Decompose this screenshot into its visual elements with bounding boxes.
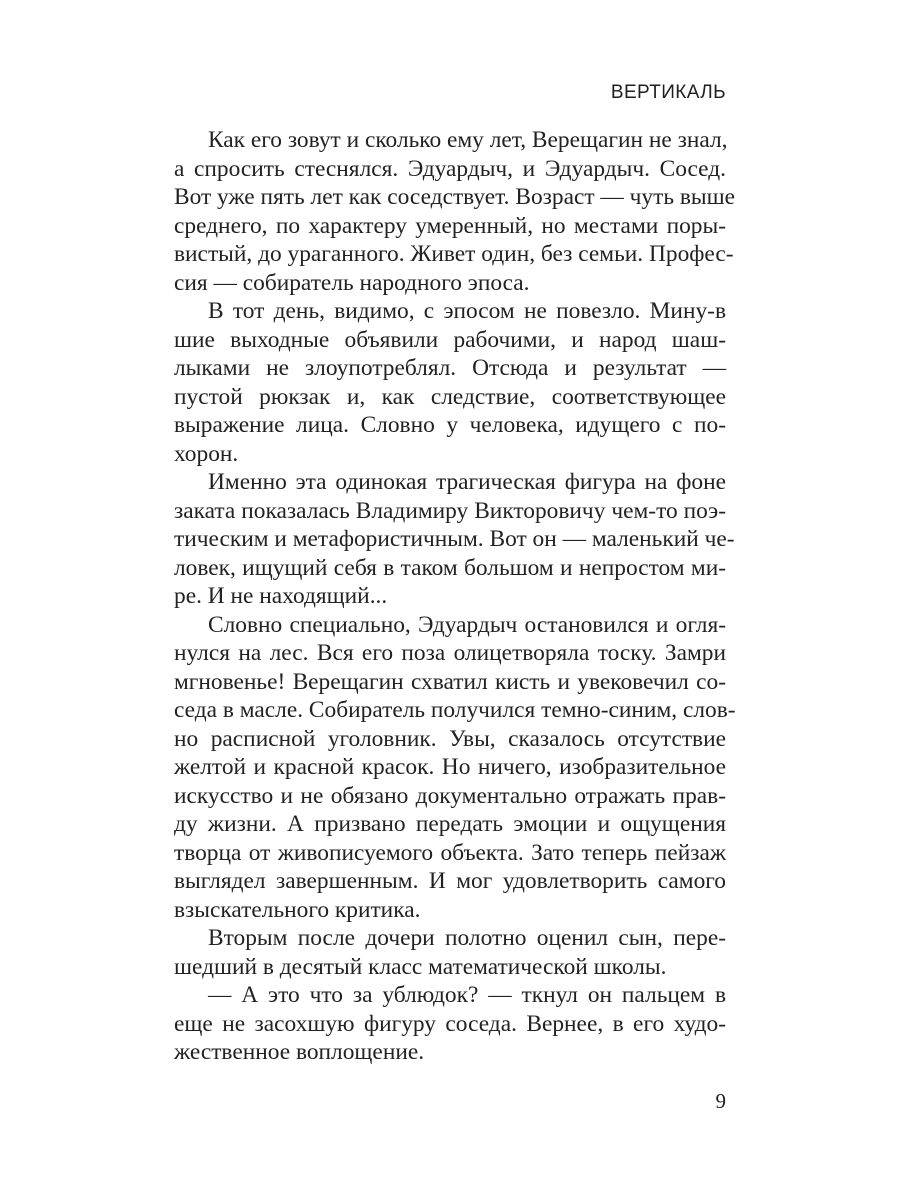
text-line: сия — собиратель народного эпоса. [174,269,530,296]
text-line: Словно специально, Эдуардыч остановился и огля- [208,611,726,638]
text-line: среднего, по характеру умеренный, но местами поры- [174,212,726,239]
paragraph [174,981,726,1067]
text-line: шедший в десятый класс математической школы. [174,953,667,980]
text-line: седа в масле. Собиратель получился темно-синим, слов- [174,697,736,723]
body-text [174,126,736,1067]
text-line: жественное воплощение. [174,1039,425,1065]
text-line: Вот уже пять лет как соседствует. Возраст — чуть выше [174,184,735,210]
text-line: ловек, ищущий себя в таком большом и непростом ми- [174,554,726,581]
text-line: а спросить стеснялся. Эдуардыч, и Эдуардыч. Сосед. [174,155,726,182]
text-line: мгновенье! Верещагин схватил кисть и увековечил со- [174,668,726,695]
text-line: ду жизни. А призвано передать эмоции и ощущения [174,811,726,837]
text-line: В тот день, видимо, с эпосом не повезло. Мину-в [208,298,726,324]
text-line: шие выходные объявили рабочими, и народ шаш- [174,326,726,353]
text-line: еще не засохшую фигуру соседа. Вернее, в его худо- [174,1010,726,1037]
paragraph [174,126,735,297]
text-line: лыками не злоупотреблял. Отсюда и результат — [174,355,726,381]
text-line: творца от живописуемого объекта. Зато теперь пейзаж [174,839,726,866]
text-line: желтой и красной красок. Но ничего, изобразительное [174,754,726,780]
text-line: пустой рюкзак и, как следствие, соответствующее [174,383,726,410]
text-line: заката показалась Владимиру Викторовичу чем-то поэ- [174,497,726,524]
text-line: тическим и метафористичным. Вот он — маленький че- [174,526,735,552]
text-line: но расписной уголовник. Увы, сказалось отсутствие [174,725,726,752]
paragraph [174,297,726,468]
paragraph [174,468,735,611]
text-line: искусство и не обязано документально отражать прав- [174,782,726,809]
text-line: — А это что за ублюдок? — ткнул он пальцем в [208,982,726,1008]
page-number: 9 [715,1089,726,1113]
running-head-title: ВЕРТИКАЛЬ [610,82,726,103]
text-line: Как его зовут и сколько ему лет, Верещагин не знал, [208,127,728,153]
text-line: ре. И не находящий... [174,583,388,609]
text-line: нулся на лес. Вся его поза олицетворяла тоску. Замри [174,640,726,666]
text-line: хорон. [174,440,239,467]
paragraph [174,611,736,925]
text-line: Именно эта одинокая трагическая фигура на фоне [208,469,726,495]
text-line: выглядел завершенным. И мог удовлетворить самого [174,868,726,894]
text-line: вистый, до ураганного. Живет один, без семьи. Профес- [174,241,734,267]
paragraph [174,924,726,981]
text-line: взыскательного критика. [174,896,421,923]
text-line: Вторым после дочери полотно оценил сын, пере- [208,925,726,951]
text-line: выражение лица. Словно у человека, идущего с по- [174,412,726,438]
